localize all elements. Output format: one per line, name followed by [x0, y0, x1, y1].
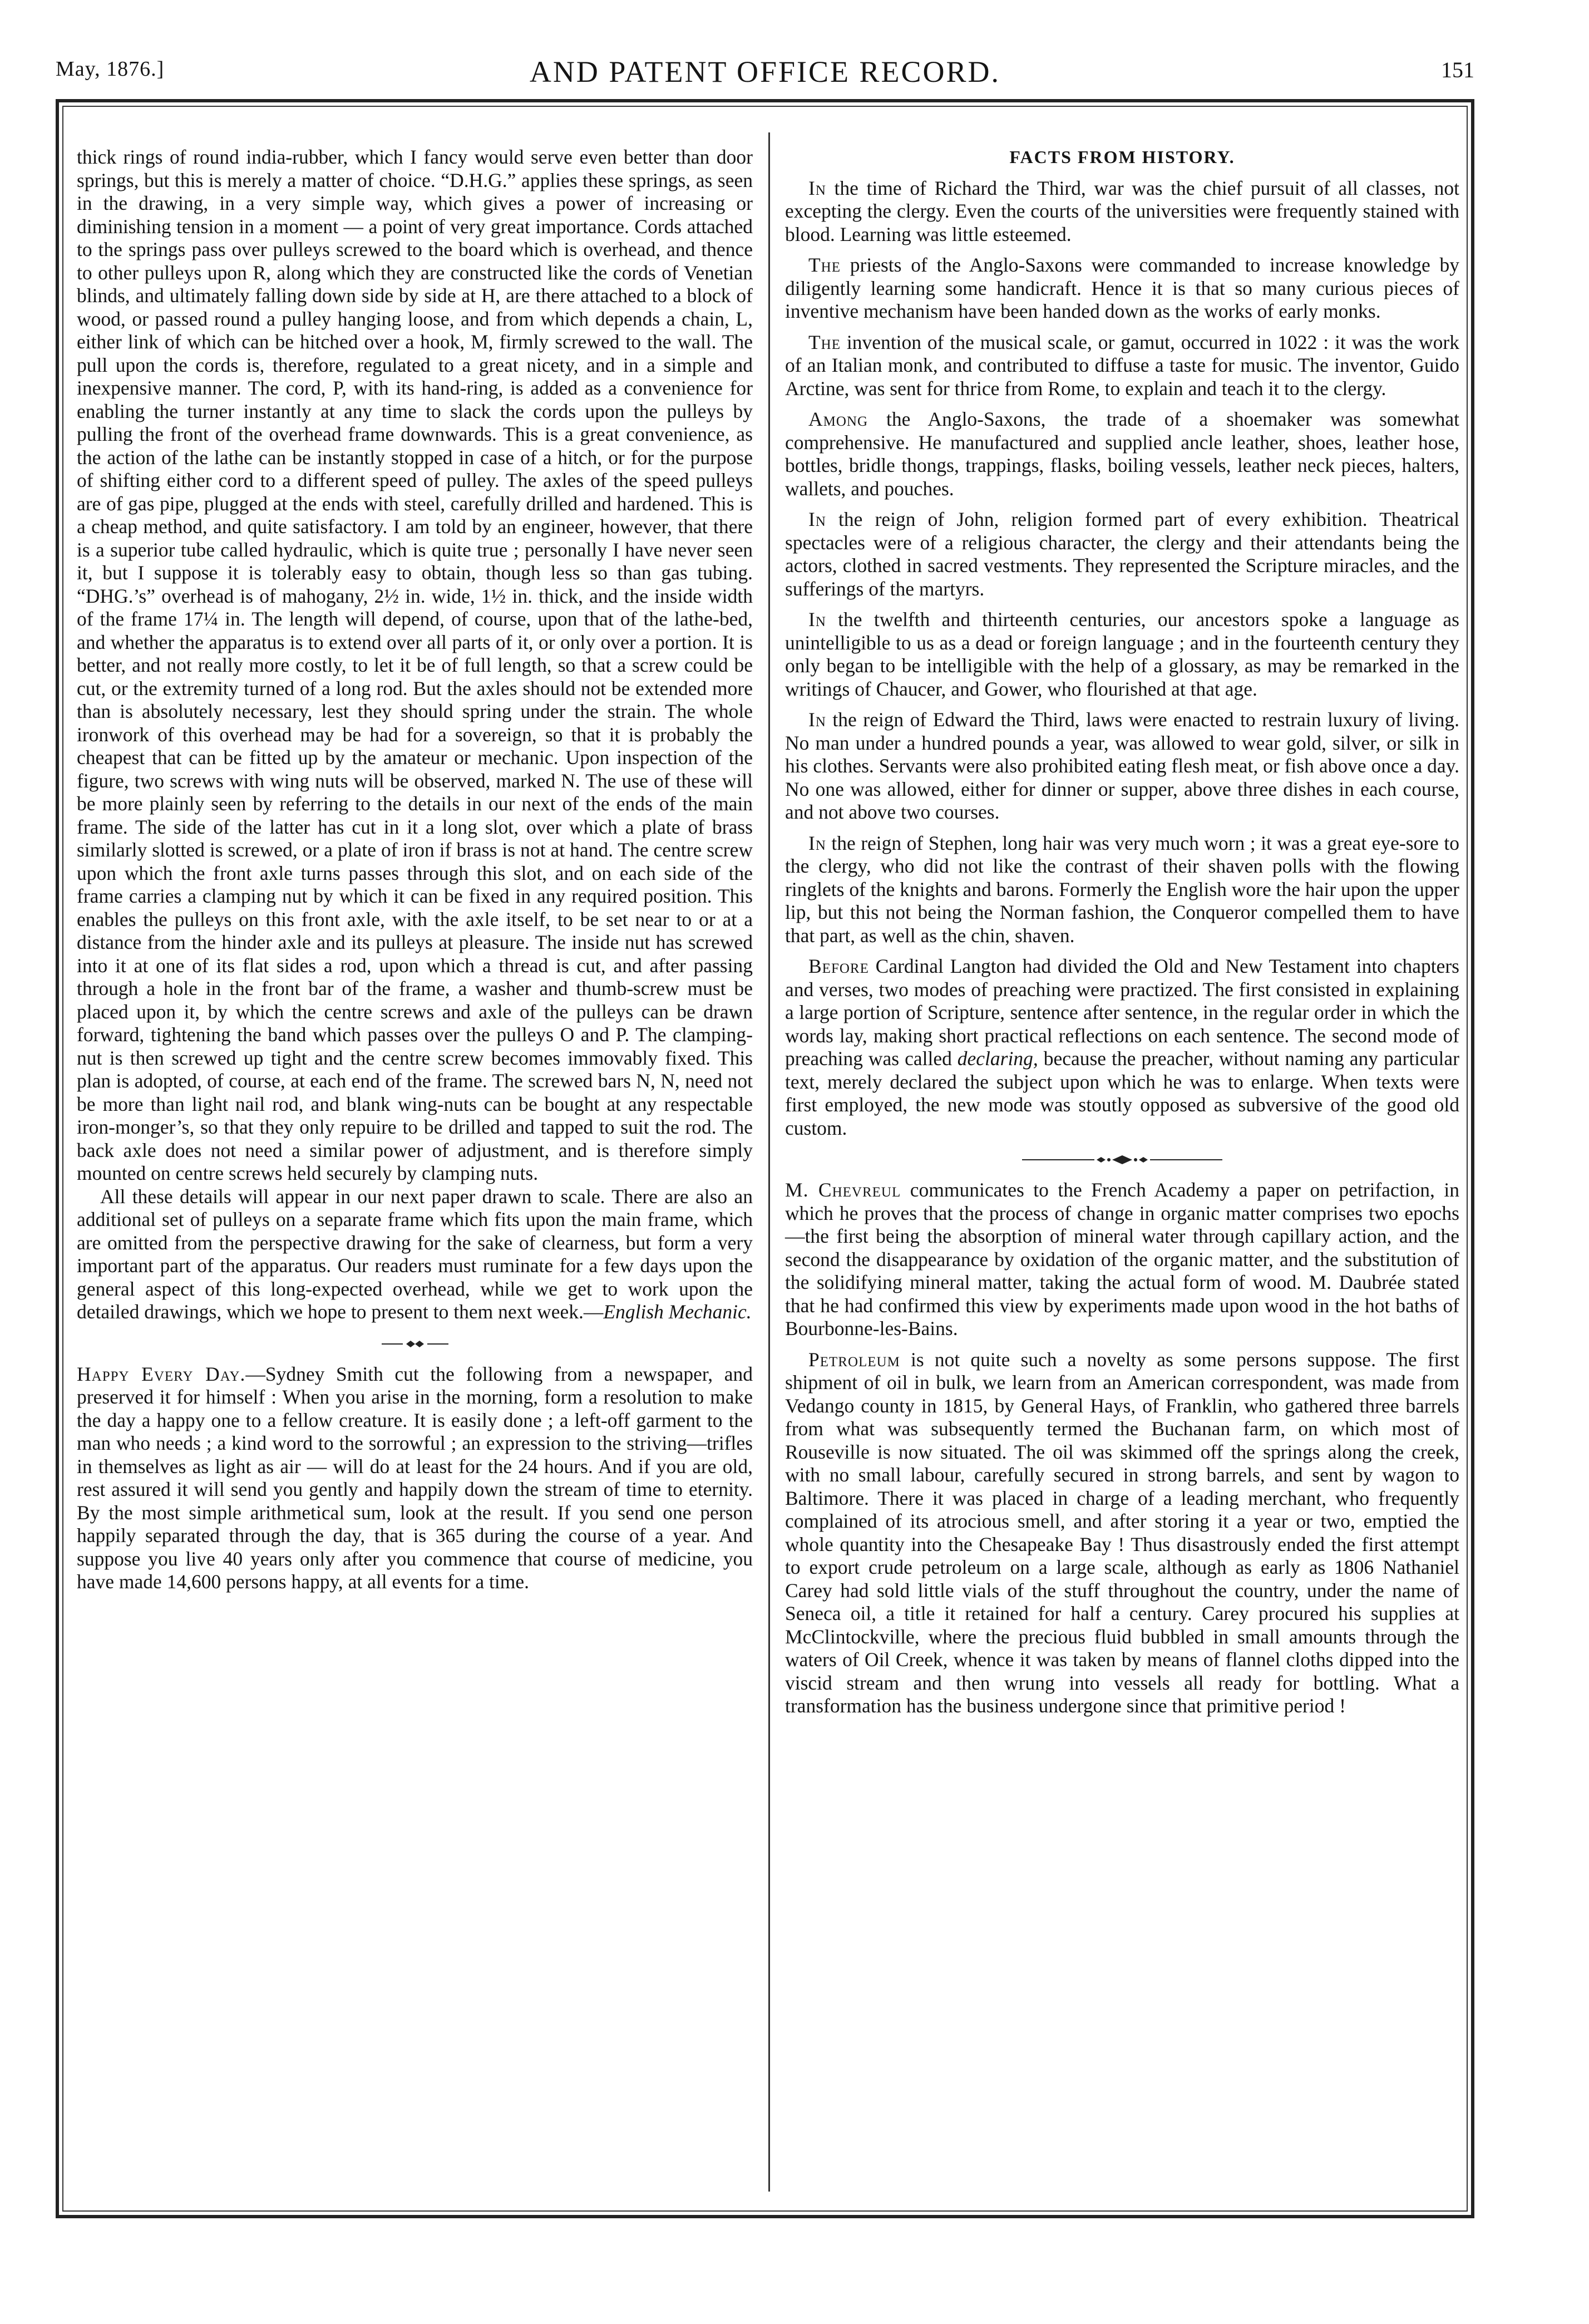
overhead-article-text: thick rings of round india-rubber, which I fancy would serve even better than door springs, but this is merely a matter of choice. “D.H.G.” applies these springs, as seen in the drawing, in a very simple way, which gives a power of increasing or diminishing tension in a moment — a point of very great importance. Cords attached to the springs pass over pulleys screwed to the board which is overhead, and thence to other pulleys upon R, along which they are constructed like the cords of Venetian blinds, and ultimately falling down side by side at H, are there attached to a block of wood, or passed round a pulley hanging loose, and from which depends a chain, L, either link of which can be hitched over a hook, M, firmly screwed to the wall. The pull upon the cords is, therefore, regulated to a great nicety, and in a simple and inexpensive manner. The cord, P, with its hand-ring, is added as a convenience for enabling the turner instantly at any time to slack the cords upon the pulleys by pulling the front of the overhead frame downwards. This is a great convenience, as the action of the lathe can be instantly stopped in case of a hitch, or for the purpose of shifting either cord to a different speed of pulley. The axles of the speed pulleys are of gas pipe, plugged at the ends with steel, carefully drilled and hardened. This is a cheap method, and quite satisfactory. I am told by an engineer, however, that there is a superior tube called hydraulic, which is quite true ; personally I have never seen it, but I suppose it is tolerably easy to obtain, though less so than gas tubing. “DHG.’s” overhead is of mahogany, 2½ in. wide, 1½ in. thick, and the inside width of the frame 17¼ in. The length will depend, of course, upon that of the lathe-bed, and whether the apparatus is to extend over all parts of it, or only over a portion. It is better, and not really more costly, to let it be of full length, so that a screw could be cut, or the extremity turned of a long rod. But the axles should not be extended more than is absolutely necessary, lest they should spring under the strain. The whole ironwork of this overhead may be had for a sovereign, so that it is probably the cheapest that can be fitted up by the amateur or mechanic. Upon inspection of the figure, two screws with wing nuts will be observed, marked N. The use of these will be more plainly seen by referring to the details in our next of the ends of the main frame. The side of the latter has cut in it a long slot, over which a plate of brass similarly slotted is screwed, or a plate of iron if brass is not at hand. The centre screw upon which the front axle turns passes through this slot, and on each side of the frame carries a clamping nut by which it can be fixed in any required position. This enables the pulleys on this front axle, with the axle itself, to be set near to or at a distance from the hinder axle and its pulleys at pleasure. The inside nut has screwed into it at one of its flat sides a rod, upon which a thread is cut, and after passing through a hole in the front bar of the frame, a washer and thumb-screw must be placed upon it, by which the centre screws and axle of the pulleys can be drawn forward, tightening the band which passes over the pulleys O and P. The clamping-nut is then screwed up tight and the centre screw becomes immovably fixed. This plan is adopted, of course, at each end of the frame. The screwed bars N, N, need not be more than light nail rod, and blank wing-nuts can be bought at any respectable iron-monger’s, so that they only repuire to be drilled and tapped to suit the rod. The back axle does not need a similar power of adjustment, and is therefore simply mounted on centre screws held securely by clamping nuts.	[77, 146, 753, 1184]
overhead-article-closing	[77, 1185, 753, 1324]
chevreul-text: communicates to the French Academy a paper on petrifaction, in which he proves that the process of change in organic matter comprises two epochs—the first being the absorption of mineral water through capillary action, and the second the disappearance by oxidation of the organic matter, and the substitution of the solidifying mineral matter, taking the actual form of wood. M. Daubrée stated that he had confirmed this view by experiments made upon wood in the hot baths of Bourbonne-les-Bains.	[785, 1179, 1459, 1340]
fact-lead: The	[808, 331, 841, 353]
happy-every-day-text: —Sydney Smith cut the following from a newspaper, and preserved it for himself : When you arise in the morning, form a resolution to make the day a happy one to a fellow creature. It is easily done ; a left-off garment to the man who needs ; a kind word to the sorrowful ; an expression to the striving—trifles in themselves as light as air — will do at least for the 24 hours. And if you are old, rest assured it will send you gently and happily down the stream of time to eternity. By the most simple arithmetical sum, look at the result. If you send one person happily separated through the day, that is 365 during the course of a year. And suppose you live 40 years only after you commence that course of medicine, you have made 14,600 persons happy, at all events for a time.	[77, 1362, 753, 1593]
journal-title: AND PATENT OFFICE RECORD.	[529, 55, 1001, 88]
fact-text: Cardinal Langton had divided the Old and New Testament into chapters and verses, two modes of preaching were practized. The first consisted in explaining a large portion of Scripture, sentence after sentence, in the regular order in which the words lay, making short practical reflections on each sentence. The second mode of preaching was called	[785, 955, 1459, 1070]
fact-paragraph	[785, 177, 1459, 247]
left-column	[77, 146, 753, 1594]
fact-text-continued: because the preacher, without naming any particular text, merely declared the subject upon which he was to enlarge. When texts were first employed, the new mode was stoutly opposed as subversive of the good old custom.	[785, 1047, 1459, 1139]
column-rule	[768, 132, 770, 2192]
fact-text: the twelfth and thirteenth centuries, our ancestors spoke a language as unintelligible to us as a dead or foreign language ; and in the fourteenth century they only began to be intelligible with the help of a glossary, as may be remarked in the writings of Chaucer, and Gower, who flourished at that age.	[785, 608, 1459, 700]
page-number: 151	[1441, 57, 1474, 82]
issue-date: May, 1876.]	[56, 57, 165, 81]
fact-text: the reign of Edward the Third, laws were enacted to restrain luxury of living. No man under a hundred pounds a year, was allowed to wear gold, silver, or silk in his clothes. Servants were also prohibited eating flesh meat, or fish above once a day. No one was allowed, either for dinner or supper, above three dishes in each course, and not above two courses.	[785, 708, 1459, 823]
fact-paragraph	[785, 508, 1459, 600]
fact-lead: In	[808, 708, 826, 731]
fact-text: priests of the Anglo-Saxons were commanded to increase knowledge by diligently learning some handicraft. Hence it is that so many curious pieces of inventive mechanism have been handed down as the works of early monks.	[785, 254, 1459, 322]
chevreul-item	[785, 1179, 1459, 1341]
fact-paragraph	[785, 955, 1459, 1140]
fact-text: the Anglo-Saxons, the trade of a shoemaker was somewhat comprehensive. He manufactured and supplied ancle leather, shoes, leather hose, bottles, bridle thongs, trappings, flasks, boiling vessels, leather neck pieces, halters, wallets, and pouches.	[785, 408, 1459, 500]
fact-text: the reign of Stephen, long hair was very much worn ; it was a great eye-sore to the clergy, who did not like the contrast of their shaven polls with the flowing ringlets of the knights and barons. Formerly the English wore the hair upon the upper lip, but this not being the Norman fashion, the Conqueror compelled them to have that part, as well as the chin, shaven.	[785, 831, 1459, 947]
fact-lead: In	[808, 831, 826, 854]
petroleum-item	[785, 1348, 1459, 1718]
fact-text: invention of the musical scale, or gamut, occurred in 1022 : it was the work of an Italian monk, and contributed to diffuse a taste for music. The inventor, Guido Arctine, was sent for thrice from Rome, to explain and teach it to the clergy.	[785, 331, 1459, 400]
fact-paragraph	[785, 254, 1459, 323]
right-column	[785, 146, 1459, 1718]
section-divider-ornament	[382, 1338, 448, 1350]
fact-lead: In	[808, 176, 826, 199]
closing-source: English Mechanic.	[603, 1301, 752, 1323]
fact-paragraph	[785, 708, 1459, 824]
facts-heading: FACTS FROM HISTORY.	[1009, 147, 1235, 167]
happy-every-day-item	[77, 1363, 753, 1594]
fact-text: the time of Richard the Third, war was the chief pursuit of all classes, not excepting the clergy. Even the courts of the universities were frequently stained with blood. Learning was little esteemed.	[785, 176, 1459, 245]
fact-text: the reign of John, religion formed part of every exhibition. Theatrical spectacles were of a religious character, the clergy and their attendants being the actors, clothed in sacred vestments. They represented the Scripture miracles, and the sufferings of the martyrs.	[785, 508, 1459, 600]
section-divider-ornament	[1022, 1154, 1222, 1165]
fact-lead: Before	[808, 955, 869, 977]
petroleum-text: is not quite such a novelty as some persons suppose. The first shipment of oil in bulk, we learn from an American correspondent, was made from Vedango county in 1815, by General Hays, of Franklin, who gathered three barrels from what was subsequently termed the Buchanan farm, on which most of Rouseville is now situated. The oil was skimmed off the springs along the creek, with no small labour, carefully secured in strong barrels, and sent by wagon to Baltimore. There it was placed in charge of a leading merchant, who frequently complained of its atrocious smell, and after storing it a year or two, emptied the whole quantity into the Chesapeake Bay ! Thus disastrously ended the first attempt to export crude petroleum on a large scale, although as early as 1806 Nathaniel Carey had sold little vials of the stuff throughout the country, under the name of Seneca oil, a title it retained for half a century. Carey procured his supplies at McClintockville, where the precious fluid bubbled in small amounts through the waters of Oil Creek, whence it was taken by means of flannel cloths dipped into the viscid stream and then wrung into vessels all ready for bottling. What a transformation has the business undergone since that primitive period !	[785, 1348, 1459, 1717]
fact-lead: The	[808, 254, 841, 276]
fact-paragraph	[785, 832, 1459, 948]
chevreul-lead: M. Chevreul	[785, 1179, 901, 1201]
fact-lead: Among	[808, 408, 868, 430]
fact-paragraph	[785, 608, 1459, 701]
fact-italic-term: declaring,	[957, 1047, 1038, 1070]
fact-lead: In	[808, 508, 826, 530]
running-head	[56, 55, 1474, 93]
happy-every-day-lead: Happy Every Day.	[77, 1362, 246, 1385]
closing-text: All these details will appear in our next paper drawn to scale. There are also an additional set of pulleys on a separate frame which fits upon the main frame, which are omitted from the perspective drawing for the sake of clearness, but form a very important part of the apparatus. Our readers must ruminate for a few days upon the general aspect of this long-expected overhead, while we get to work upon the detailed drawings, which we hope to present to them next week.—	[77, 1185, 753, 1323]
fact-lead: In	[808, 608, 826, 631]
fact-paragraph	[785, 331, 1459, 401]
page-frame	[56, 99, 1474, 2218]
petroleum-lead: Petroleum	[808, 1348, 900, 1371]
fact-paragraph	[785, 408, 1459, 500]
